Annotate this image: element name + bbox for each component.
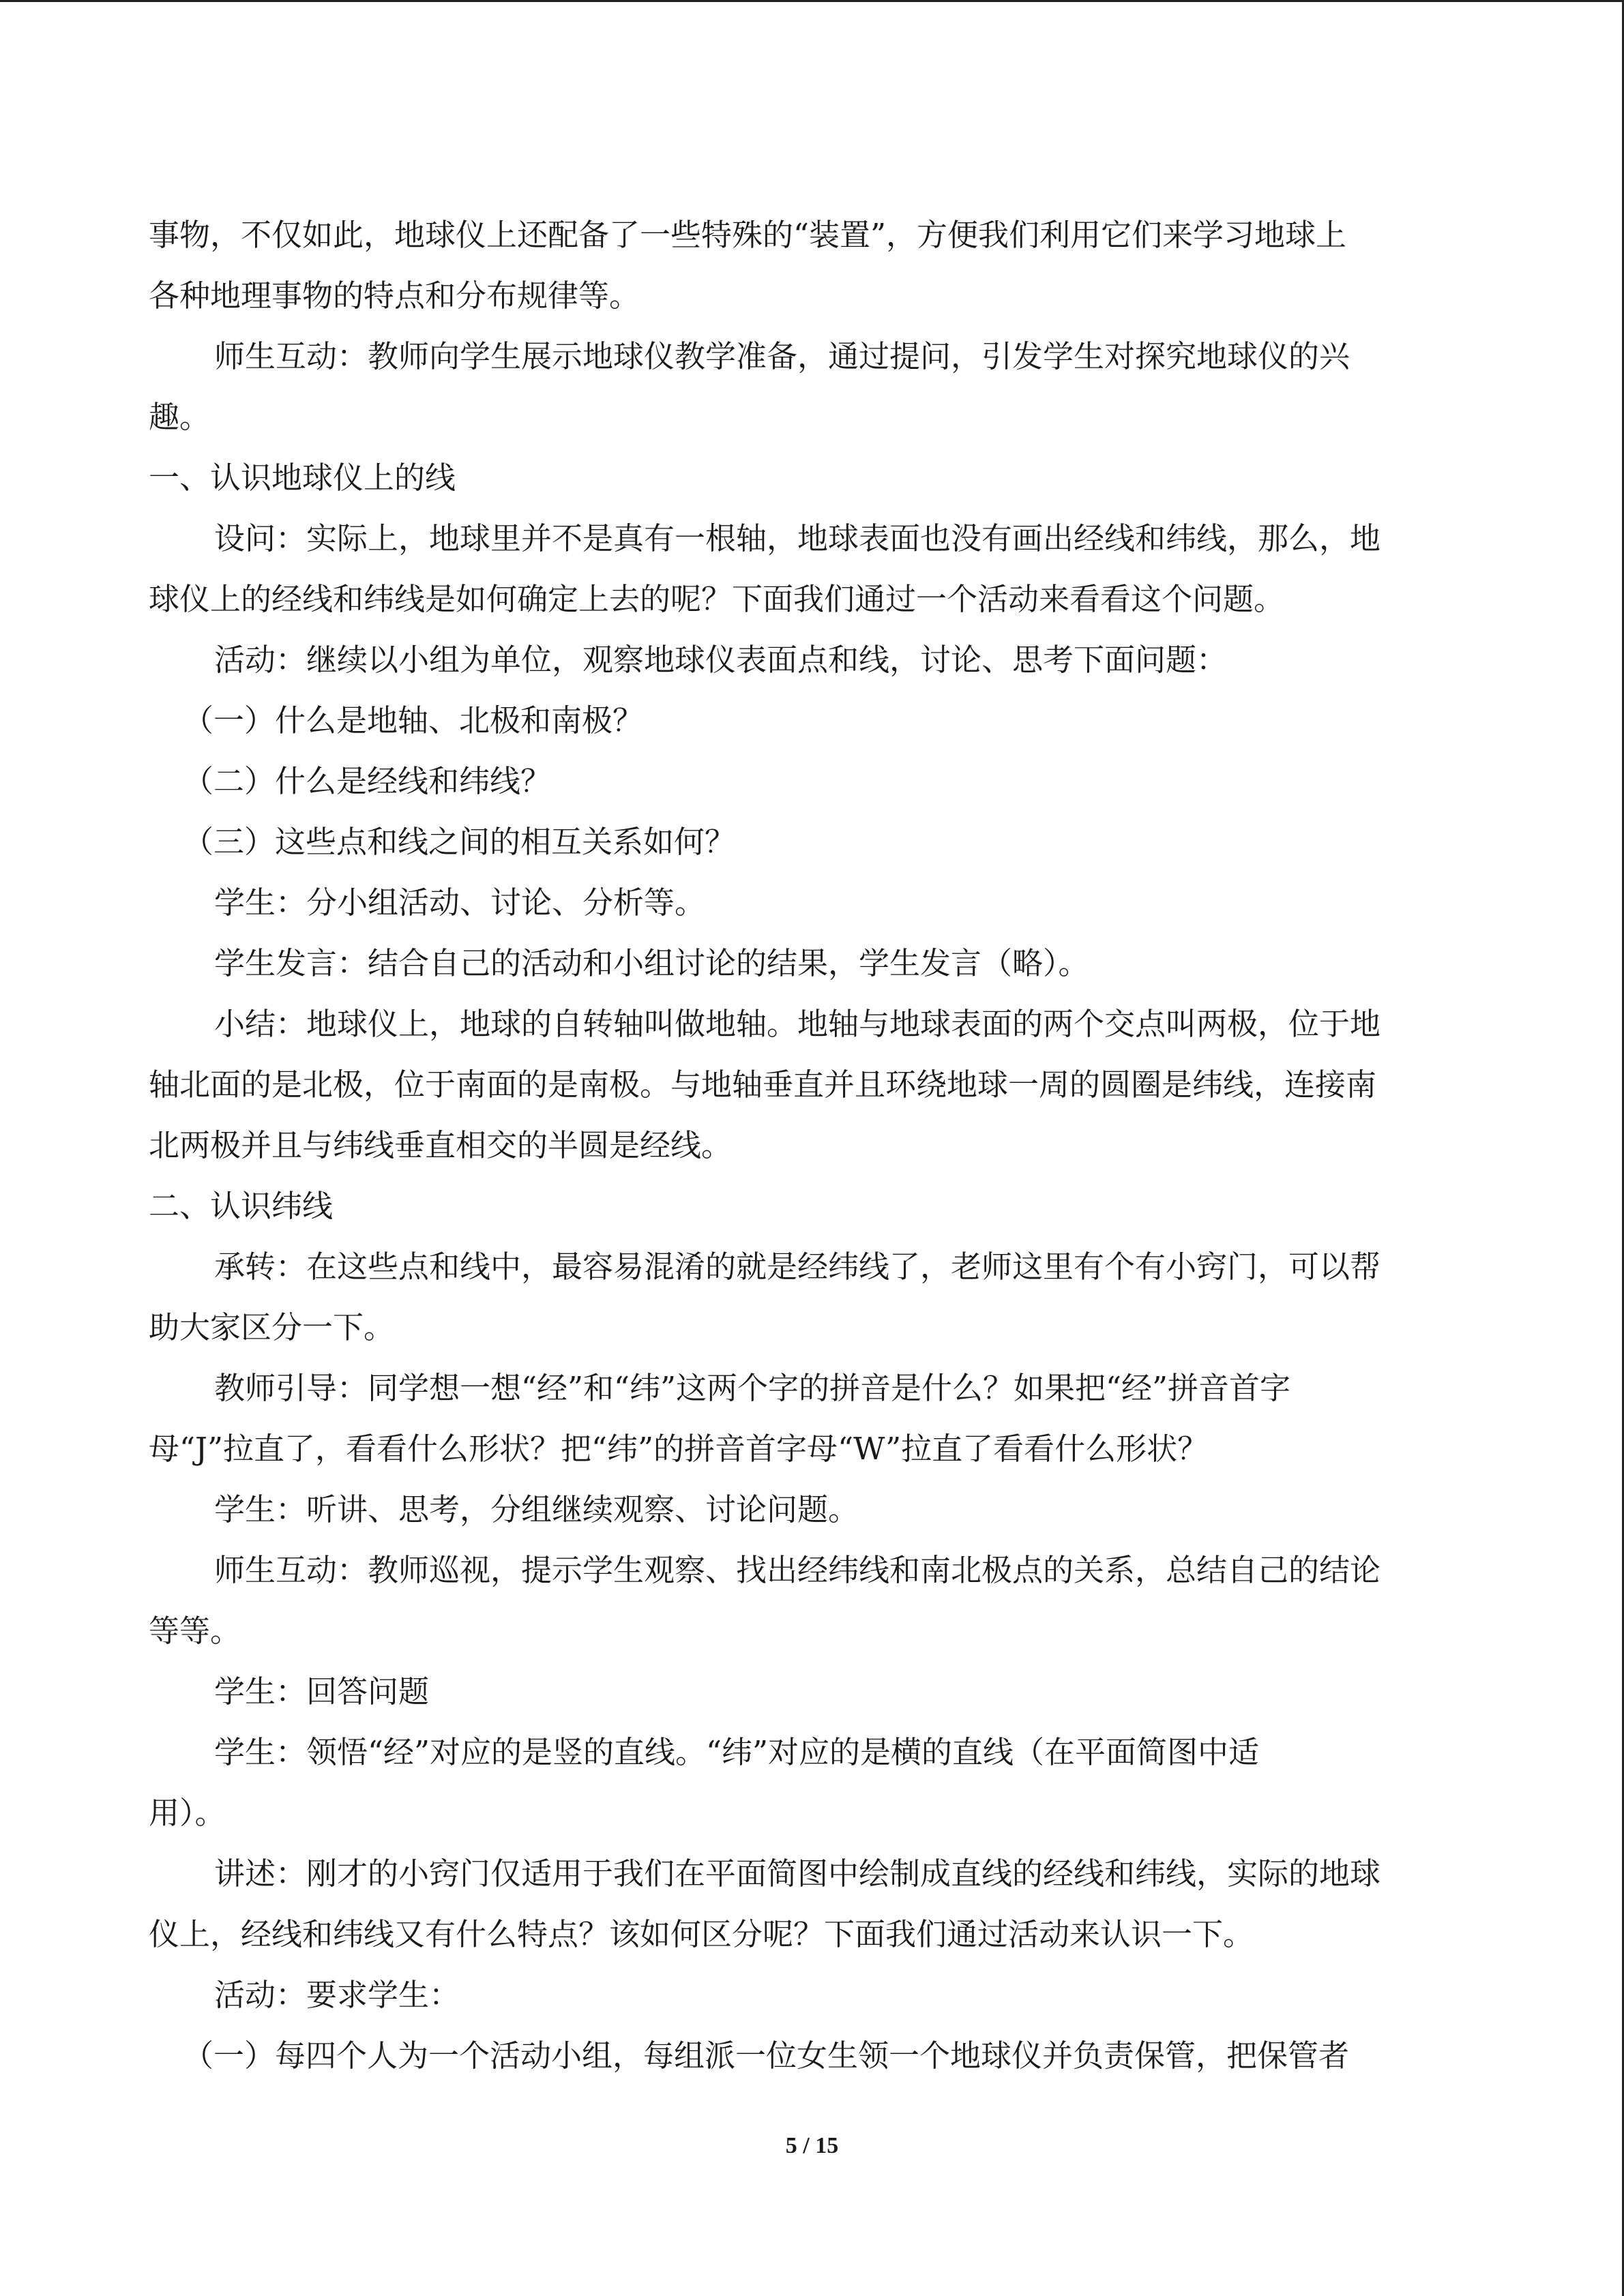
paragraph-line: 趣。: [149, 399, 211, 435]
paragraph-line: 学生：回答问题: [214, 1673, 430, 1710]
paragraph-line: 用）。: [149, 1795, 226, 1831]
paragraph-line: 设问：实际上，地球里并不是真有一根轴，地球表面也没有画出经线和纬线，那么，地: [214, 520, 1381, 556]
list-item: （二）什么是经线和纬线？: [183, 763, 552, 799]
paragraph-line: 学生：听讲、思考，分组继续观察、讨论问题。: [214, 1491, 859, 1527]
page-border-top: [0, 0, 1624, 2]
list-item: （一）什么是地轴、北极和南极？: [183, 702, 644, 739]
section-heading: 二、认识纬线: [149, 1188, 334, 1224]
paragraph-line: 助大家区分一下。: [149, 1309, 395, 1345]
page-number: 5 / 15: [785, 2133, 839, 2158]
paragraph-line: 讲述：刚才的小窍门仅适用于我们在平面简图中绘制成直线的经线和纬线，实际的地球: [214, 1855, 1381, 1892]
paragraph-line: 小结：地球仪上，地球的自转轴叫做地轴。地轴与地球表面的两个交点叫两极，位于地: [214, 1006, 1381, 1042]
paragraph-line: 学生发言：结合自己的活动和小组讨论的结果，学生发言（略）。: [214, 945, 1089, 981]
paragraph-line: 仪上，经线和纬线又有什么特点？该如何区分呢？下面我们通过活动来认识一下。: [149, 1916, 1254, 1952]
paragraph-line: 轴北面的是北极，位于南面的是南极。与地轴垂直并且环绕地球一周的圆圈是纬线，连接南: [149, 1067, 1377, 1103]
paragraph-line: 学生：分小组活动、讨论、分析等。: [214, 884, 706, 921]
paragraph-line: 承转：在这些点和线中，最容易混淆的就是经纬线了，老师这里有个有小窍门，可以帮: [214, 1249, 1381, 1285]
document-body: [149, 205, 1458, 2086]
paragraph-line: 活动：要求学生：: [214, 1977, 460, 2013]
paragraph-line: 活动：继续以小组为单位，观察地球仪表面点和线，讨论、思考下面问题：: [214, 642, 1228, 678]
paragraph-line: 母“J”拉直了，看看什么形状？把“纬”的拼音首字母“W”拉直了看看什么形状？: [149, 1431, 1209, 1467]
section-heading: 一、认识地球仪上的线: [149, 460, 456, 496]
paragraph-line: 学生：领悟“经”对应的是竖的直线。“纬”对应的是横的直线（在平面简图中适: [214, 1734, 1260, 1770]
paragraph-line: 事物，不仅如此，地球仪上还配备了一些特殊的“装置”，方便我们利用它们来学习地球上: [149, 217, 1347, 253]
list-item: （三）这些点和线之间的相互关系如何？: [183, 824, 736, 860]
paragraph-line: 师生互动：教师向学生展示地球仪教学准备，通过提问，引发学生对探究地球仪的兴: [214, 338, 1350, 374]
paragraph-line: 等等。: [149, 1613, 241, 1649]
list-item: （一）每四个人为一个活动小组，每组派一位女生领一个地球仪并负责保管，把保管者: [183, 2038, 1350, 2074]
paragraph-line: 教师引导：同学想一想“经”和“纬”这两个字的拼音是什么？如果把“经”拼音首字: [214, 1370, 1291, 1406]
paragraph-line: 北两极并且与纬线垂直相交的半圆是经线。: [149, 1127, 733, 1163]
paragraph-line: 各种地理事物的特点和分布规律等。: [149, 278, 640, 314]
paragraph-line: 师生互动：教师巡视，提示学生观察、找出经纬线和南北极点的关系，总结自己的结论: [214, 1552, 1381, 1588]
paragraph-line: 球仪上的经线和纬线是如何确定上去的呢？下面我们通过一个活动来看看这个问题。: [149, 581, 1285, 617]
